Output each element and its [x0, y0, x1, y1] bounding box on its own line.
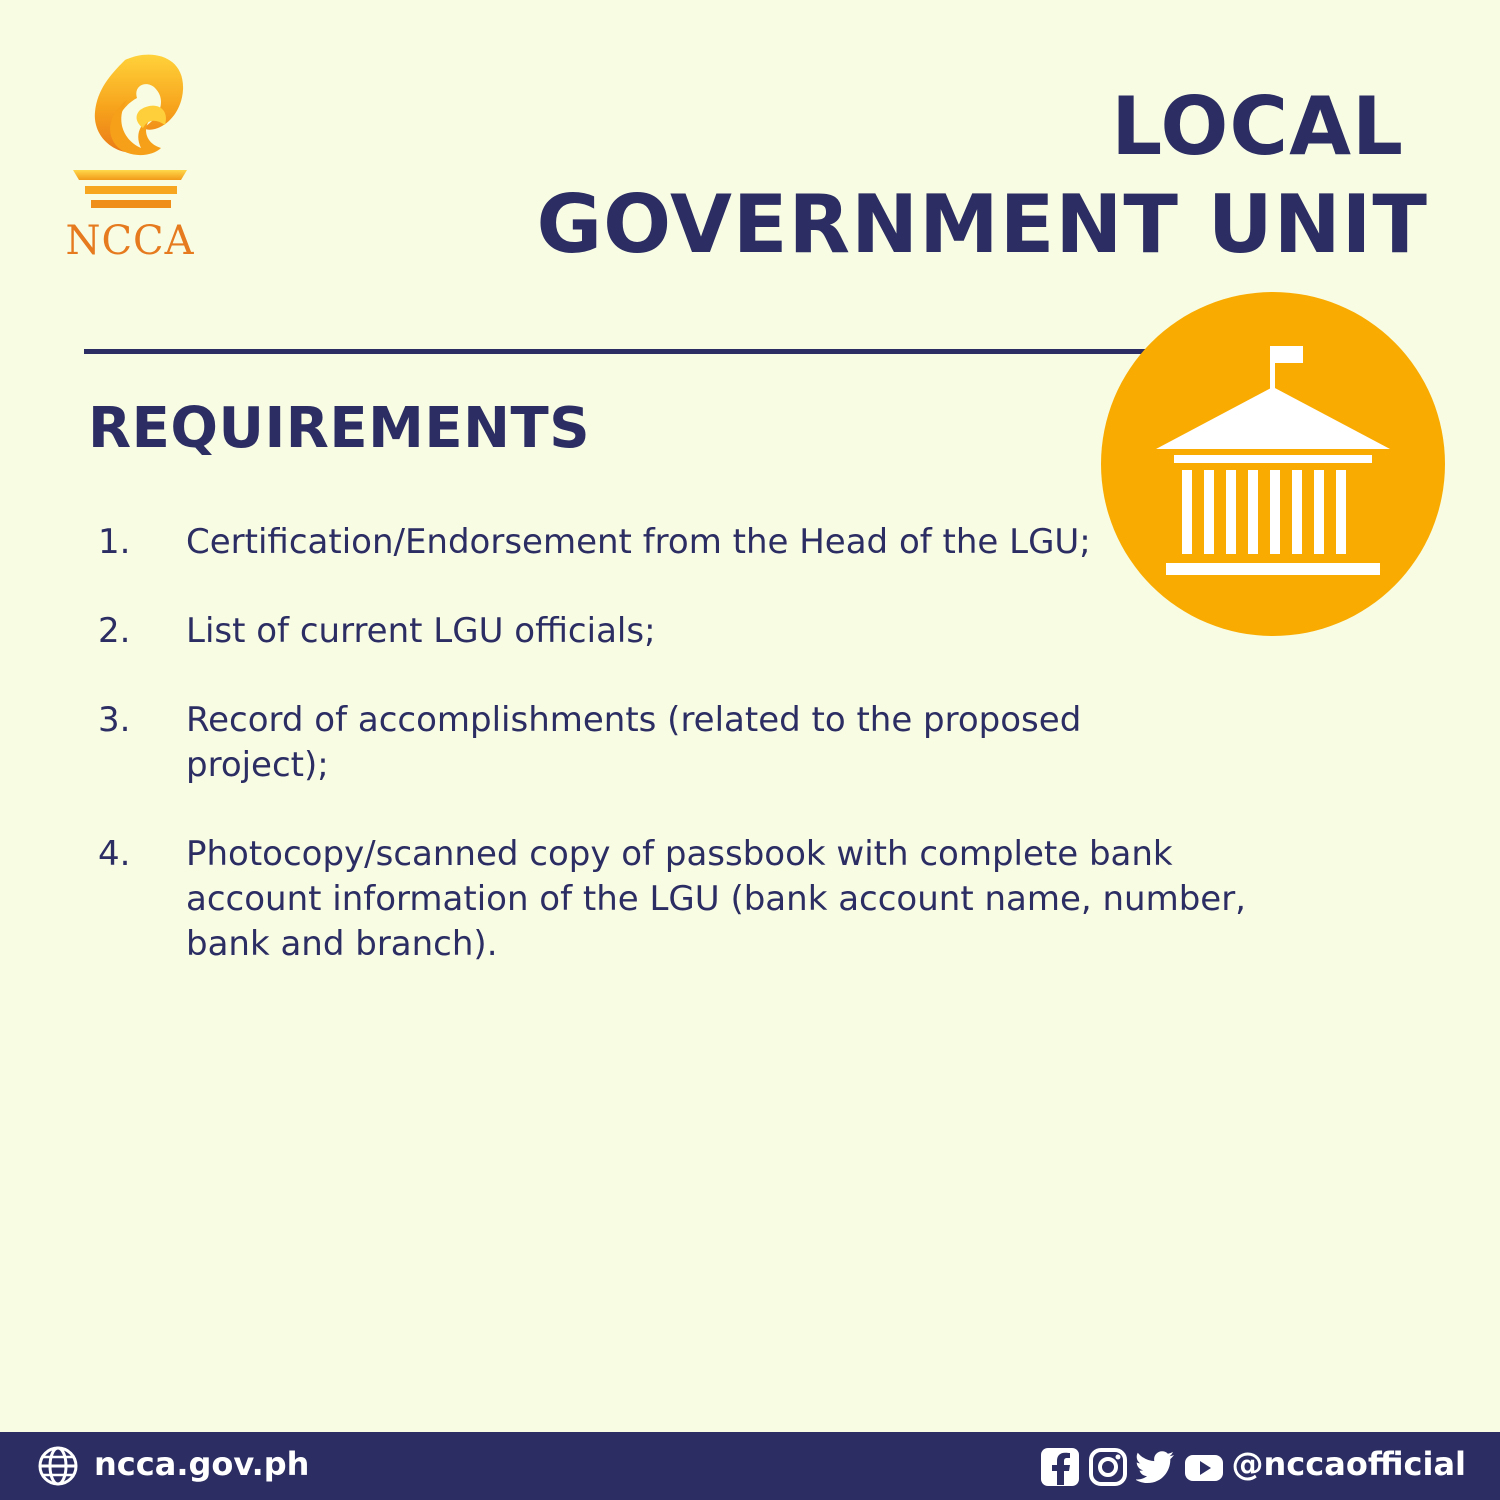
ncca-wordmark: NCCA [65, 218, 195, 264]
list-item-number: 3. [98, 700, 131, 740]
list-item [98, 698, 1318, 788]
social-handle[interactable]: @nccaofficial [1231, 1445, 1466, 1483]
instagram-icon[interactable] [1088, 1447, 1128, 1487]
list-item-text: Record of accomplishments (related to the proposed project); [186, 700, 1082, 785]
facebook-icon[interactable] [1040, 1447, 1080, 1487]
page-title [428, 78, 1428, 274]
twitter-icon[interactable] [1136, 1447, 1176, 1487]
list-item [98, 520, 1318, 565]
title-line-1: LOCAL [1111, 80, 1404, 173]
list-item [98, 609, 1318, 654]
globe-icon [36, 1444, 80, 1488]
list-item-number: 2. [98, 611, 131, 651]
requirements-heading: REQUIREMENTS [88, 396, 591, 461]
website-link[interactable]: ncca.gov.ph [94, 1445, 310, 1483]
list-item-text: Certification/Endorsement from the Head of the LGU; [186, 522, 1091, 562]
list-item-number: 1. [98, 522, 131, 562]
list-item-text: Photocopy/scanned copy of passbook with complete bank account information of the LGU (bank account name, number, bank and branch). [186, 834, 1246, 964]
title-line-2: GOVERNMENT UNIT [536, 178, 1428, 271]
requirements-list [98, 520, 1318, 967]
footer-bar [0, 1432, 1500, 1500]
list-item-text: List of current LGU officials; [186, 611, 656, 651]
youtube-icon[interactable] [1184, 1447, 1224, 1487]
list-item [98, 832, 1318, 967]
title-divider [84, 349, 1154, 354]
list-item-number: 4. [98, 834, 131, 874]
social-icons [1040, 1446, 1224, 1488]
